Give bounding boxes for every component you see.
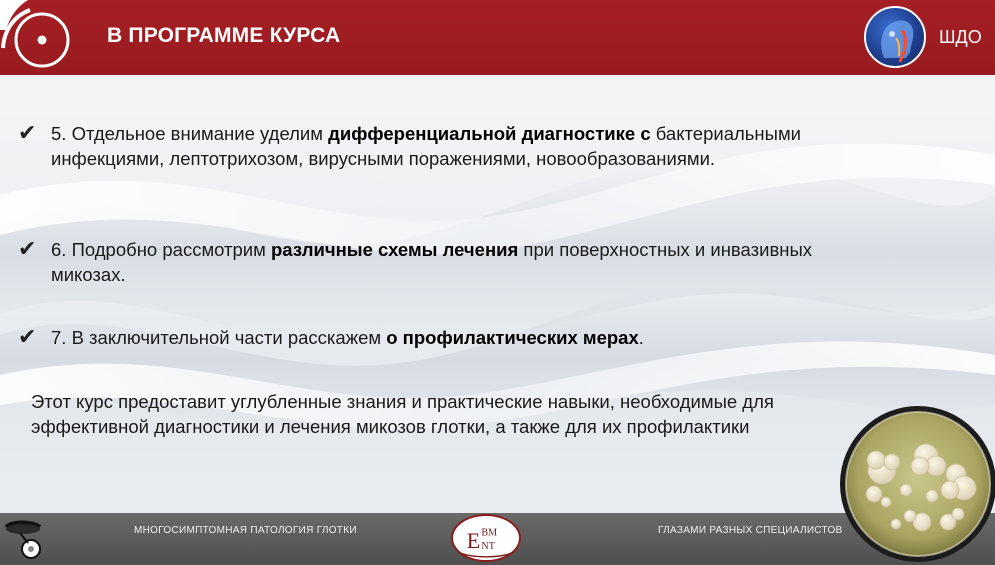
svg-text:NT: NT	[481, 541, 495, 552]
program-point-6	[18, 237, 848, 287]
program-point-7	[18, 325, 848, 350]
course-summary: Этот курс предоставит углубленные знания и практические навыки, необходимые для эффективной диагностики и лечения микозов глотки, а также для их профилактики	[31, 391, 774, 437]
checkmark-icon: ✔	[18, 120, 37, 145]
program-point-5	[18, 121, 848, 171]
footer-course-subtitle: ГЛАЗАМИ РАЗНЫХ СПЕЦИАЛИСТОВ	[658, 525, 843, 536]
page-title: В ПРОГРАММЕ КУРСА	[107, 24, 341, 47]
point-text: 5. Отдельное внимание уделим дифференциальной диагностике с бактериальными инфекциями, лептотрихозом, вирусными поражениями, новообразованиями.	[51, 123, 801, 169]
svg-text:BM: BM	[481, 527, 498, 539]
point-emphasis: о профилактических мерах	[386, 327, 639, 348]
checkmark-icon: ✔	[18, 236, 37, 261]
ebm-ent-logo	[451, 514, 521, 562]
head-anatomy-icon	[864, 6, 926, 68]
point-emphasis: различные схемы лечения	[271, 239, 519, 260]
brand-label: ШДО	[939, 27, 982, 47]
petri-dish-image	[838, 404, 995, 564]
point-text: 6. Подробно рассмотрим различные схемы лечения при поверхностных и инвазивных микозах.	[51, 239, 813, 285]
circle-logo-icon	[0, 0, 80, 75]
point-emphasis: дифференциальной диагностике с	[328, 123, 651, 144]
header-band	[0, 0, 995, 75]
head-mirror-icon	[2, 517, 44, 561]
checkmark-icon: ✔	[18, 324, 37, 349]
svg-text:E: E	[466, 528, 481, 554]
footer-course-title: МНОГОСИМПТОМНАЯ ПАТОЛОГИЯ ГЛОТКИ	[134, 525, 357, 536]
point-text: 7. В заключительной части расскажем о профилактических мерах.	[51, 327, 644, 348]
